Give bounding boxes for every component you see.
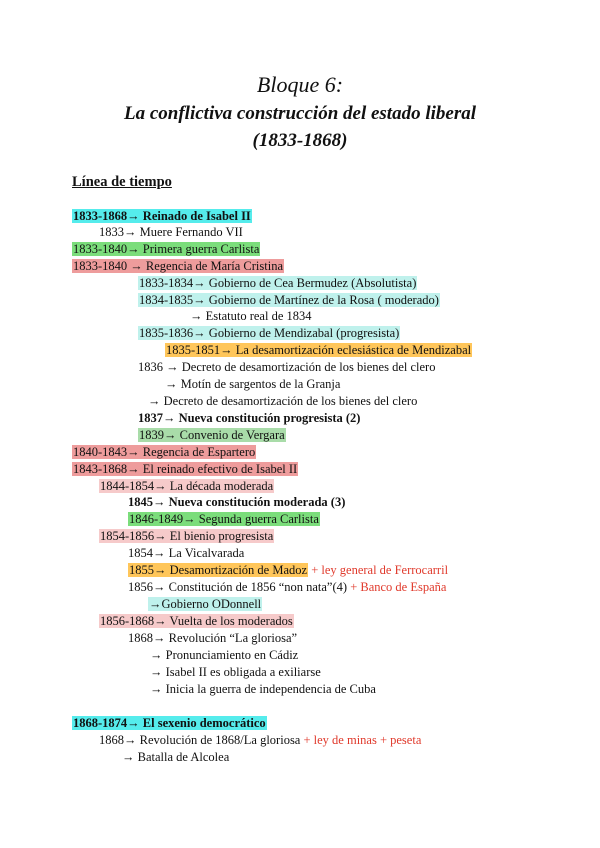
- timeline-entry: [150, 665, 321, 680]
- entry-text: 1836 → Decreto de desamortización de los bienes del clero: [138, 360, 436, 374]
- timeline-entry: [128, 563, 448, 578]
- timeline-entry: [165, 343, 472, 358]
- timeline-entry: [150, 682, 376, 697]
- entry-text: 1839→ Convenio de Vergara: [139, 428, 285, 442]
- timeline-entry: [128, 495, 345, 510]
- entry-text: 1868→ Revolución “La gloriosa”: [128, 631, 298, 645]
- entry-text: →Gobierno ODonnell: [149, 597, 262, 611]
- entry-text: → Pronunciamiento en Cádiz: [150, 648, 299, 662]
- entry-text: → Decreto de desamortización de los bienes del clero: [148, 394, 418, 408]
- timeline-entry: [72, 445, 256, 460]
- entry-text: 1843-1868→ El reinado efectivo de Isabel II: [73, 462, 298, 476]
- timeline-entry: [128, 512, 320, 527]
- timeline-entry: [72, 242, 260, 257]
- page-title: Bloque 6:: [256, 72, 344, 97]
- timeline-entry: [138, 428, 286, 443]
- timeline-entry: [128, 580, 446, 595]
- timeline-entry: [148, 597, 262, 612]
- timeline-entry: [99, 479, 274, 494]
- timeline-entry: [72, 716, 267, 731]
- entry-text: 1855→ Desamortización de Madoz: [129, 563, 308, 577]
- timeline-entry: [72, 259, 284, 274]
- entry-text: 1854-1856→ El bienio progresista: [100, 529, 274, 543]
- entry-text: 1833-1840→ Primera guerra Carlista: [73, 242, 260, 256]
- timeline-entry: [72, 462, 298, 477]
- entry-text: → Inicia la guerra de independencia de Cuba: [150, 682, 376, 696]
- entry-text: 1845→ Nueva constitución moderada (3): [128, 495, 346, 509]
- entry-text: 1854→ La Vicalvarada: [128, 546, 245, 560]
- timeline-entry: [138, 411, 360, 426]
- entry-text: 1856→ Constitución de 1856 “non nata”(4): [128, 580, 348, 594]
- page-years: (1833-1868): [252, 130, 348, 151]
- entry-text: → Estatuto real de 1834: [190, 309, 312, 323]
- entry-text: 1833-1834→ Gobierno de Cea Bermudez (Absolutista): [139, 276, 417, 290]
- entry-text: 1835-1851→ La desamortización eclesiástica de Mendizabal: [166, 343, 472, 357]
- entry-text: 1834-1835→ Gobierno de Martínez de la Rosa ( moderado): [139, 293, 439, 307]
- entry-text: 1835-1836→ Gobierno de Mendizabal (progresista): [139, 326, 400, 340]
- timeline-entry: [190, 309, 312, 324]
- entry-text: 1833-1868→ Reinado de Isabel II: [73, 209, 251, 223]
- entry-note: + Banco de España: [347, 580, 447, 594]
- timeline-entry: [138, 360, 435, 375]
- timeline-entry: [148, 394, 417, 409]
- timeline-entry: [138, 293, 440, 308]
- entry-note: + ley de minas + peseta: [300, 733, 422, 747]
- timeline-entry: [165, 377, 340, 392]
- timeline-entry: [138, 326, 400, 341]
- entry-text: 1837→ Nueva constitución progresista (2): [138, 411, 361, 425]
- timeline-entry: [150, 648, 298, 663]
- timeline-entry: [99, 529, 274, 544]
- entry-text: 1868-1874→ El sexenio democrático: [73, 716, 266, 730]
- entry-text: → Motín de sargentos de la Granja: [165, 377, 341, 391]
- entry-note: + ley general de Ferrocarril: [308, 563, 449, 577]
- entry-text: 1856-1868→ Vuelta de los moderados: [100, 614, 293, 628]
- entry-text: 1868→ Revolución de 1868/La gloriosa: [99, 733, 301, 747]
- entry-text: 1840-1843→ Regencia de Espartero: [73, 445, 256, 459]
- entry-text: 1844-1854→ La década moderada: [100, 479, 274, 493]
- page-subtitle: La conflictiva construcción del estado liberal: [124, 103, 476, 124]
- timeline-entry: [122, 750, 229, 765]
- entry-text: 1846-1849→ Segunda guerra Carlista: [129, 512, 319, 526]
- entry-text: → Batalla de Alcolea: [122, 750, 230, 764]
- timeline-entry: [138, 276, 417, 291]
- section-title: Línea de tiempo: [72, 174, 172, 190]
- timeline-entry: [99, 733, 421, 748]
- entry-text: 1833→ Muere Fernando VII: [99, 225, 243, 239]
- timeline-entry: [99, 225, 243, 240]
- timeline-entry: [128, 631, 297, 646]
- timeline-entry: [128, 546, 244, 561]
- timeline-entry: [72, 209, 252, 224]
- entry-text: → Isabel II es obligada a exiliarse: [150, 665, 321, 679]
- entry-text: 1833-1840 → Regencia de María Cristina: [73, 259, 284, 273]
- timeline-entry: [99, 614, 294, 629]
